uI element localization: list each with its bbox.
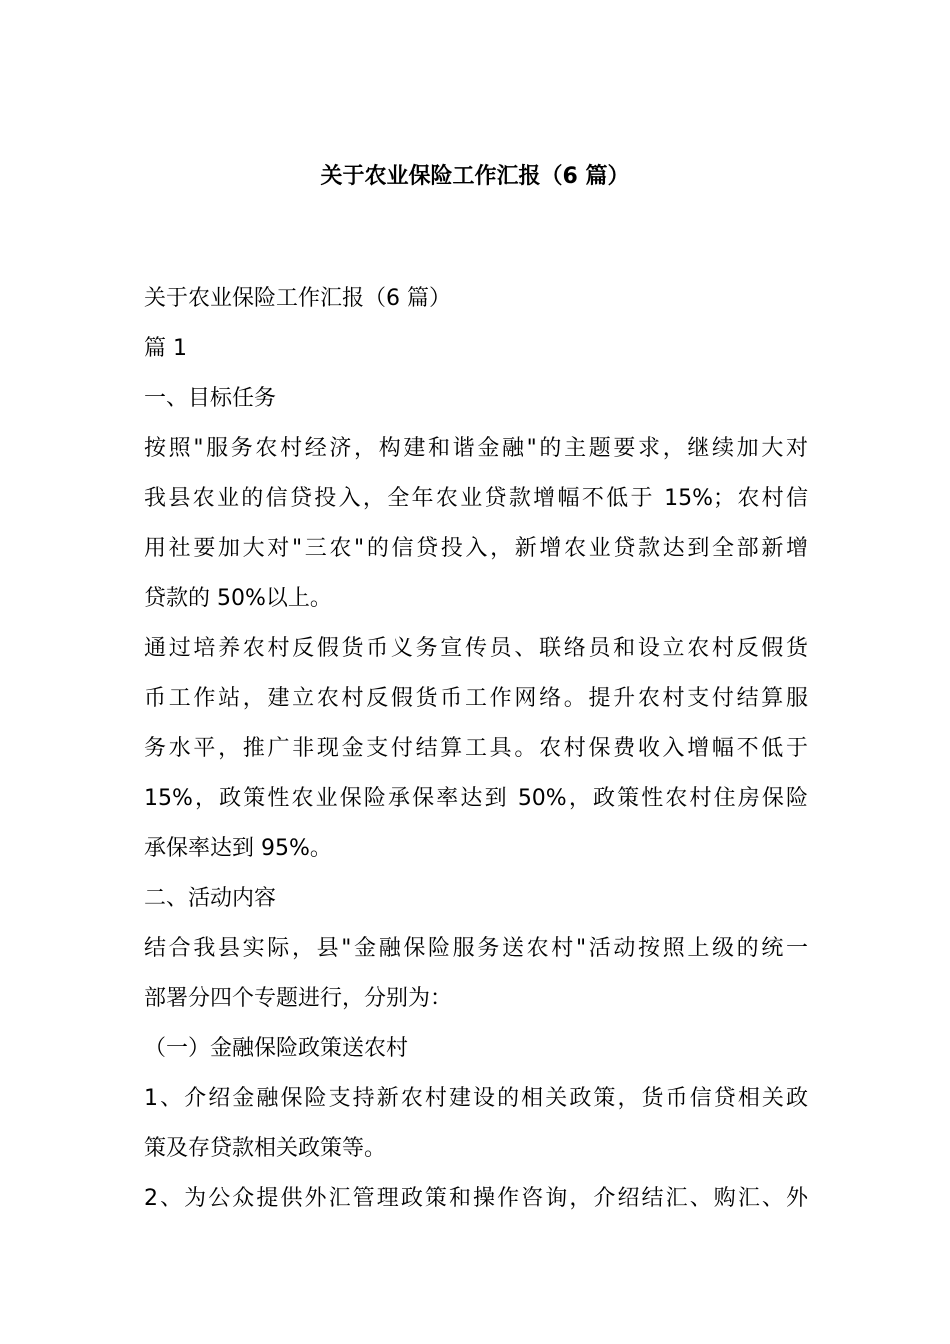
text-line: （一）金融保险政策送农村 bbox=[144, 1036, 409, 1061]
text-line: 策及存贷款相关政策等。 bbox=[144, 1136, 387, 1161]
text-line: 一、目标任务 bbox=[144, 386, 277, 411]
text-line: 务水平，推广非现金支付结算工具。农村保费收入增幅不低于 bbox=[144, 736, 808, 761]
text-line: 币工作站，建立农村反假货币工作网络。提升农村支付结算服 bbox=[144, 686, 808, 711]
text-line: 我县农业的信贷投入，全年农业贷款增幅不低于 15%；农村信 bbox=[144, 486, 808, 511]
text-line: 结合我县实际，县"金融保险服务送农村"活动按照上级的统一 bbox=[144, 936, 808, 961]
text-line: 篇 1 bbox=[144, 336, 187, 361]
text-line: 15%，政策性农业保险承保率达到 50%，政策性农村住房保险 bbox=[144, 786, 808, 811]
text-line: 按照"服务农村经济，构建和谐金融"的主题要求，继续加大对 bbox=[144, 436, 808, 461]
text-line: 部署分四个专题进行，分别为： bbox=[144, 986, 453, 1011]
text-line: 2、为公众提供外汇管理政策和操作咨询，介绍结汇、购汇、外 bbox=[144, 1186, 808, 1211]
text-line: 1、介绍金融保险支持新农村建设的相关政策，货币信贷相关政 bbox=[144, 1086, 808, 1111]
text-line: 贷款的 50%以上。 bbox=[144, 586, 332, 611]
document-title: 关于农业保险工作汇报（6 篇） bbox=[320, 164, 630, 189]
text-line: 二、活动内容 bbox=[144, 886, 277, 911]
text-line: 关于农业保险工作汇报（6 篇） bbox=[144, 286, 451, 311]
text-line: 用社要加大对"三农"的信贷投入，新增农业贷款达到全部新增 bbox=[144, 536, 808, 561]
document-body bbox=[144, 274, 808, 1224]
text-line: 承保率达到 95%。 bbox=[144, 836, 332, 861]
text-line: 通过培养农村反假货币义务宣传员、联络员和设立农村反假货 bbox=[144, 636, 808, 661]
